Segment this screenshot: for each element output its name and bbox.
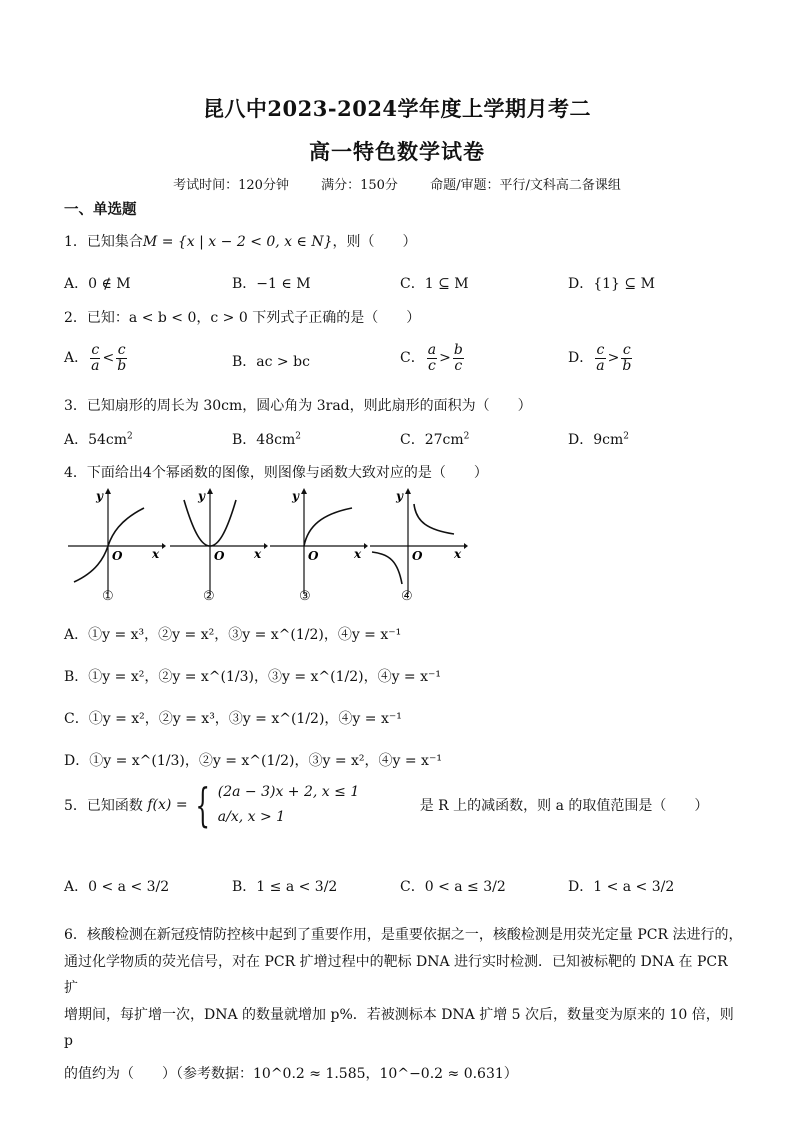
q3-option-d: D．$9cm^2$ (568, 431, 629, 448)
graph-3-x-label: x (354, 547, 362, 561)
graph-3-origin: O (308, 549, 319, 563)
graph-4-origin: O (412, 549, 423, 563)
question-4-stem: 4．下面给出4个幂函数的图像，则图像与函数大致对应的是（ ） (64, 465, 488, 481)
question-5-stem: 5．已知函数 f(x) = { (2a − 3)x + 2, x ≤ 1 a/x, x > 1 是 R 上的减函数，则 a 的取值范围是（ ） (64, 778, 709, 832)
q2-option-a: A． $\frac{c}{a}$ < $\frac{c}{b}$ (64, 342, 127, 374)
q1-option-d: D．{1} ⊆ M (568, 276, 655, 292)
graph-2 (168, 486, 268, 598)
q1-option-a: A．0 ∉ M (64, 276, 131, 292)
q5-option-c: C．0 < a ≤ 3/2 (400, 879, 506, 895)
q3-option-b: B．$48cm^2$ (232, 431, 301, 448)
q4-option-b: B．①y = x²，②y = x^(1/3)，③y = x^(1/2)，④y = x⁻¹ (64, 669, 442, 685)
set-expression: M = {x | x − 2 < 0, x ∈ N} (142, 234, 333, 250)
q4-option-d: D．①y = x^(1/3)，②y = x^(1/2)，③y = x²，④y = x⁻¹ (64, 753, 442, 769)
graph-2-y-label: y (198, 489, 205, 503)
graph-1-label: ① (102, 589, 114, 604)
q4-option-a: A．①y = x³，②y = x²，③y = x^(1/2)，④y = x⁻¹ (64, 627, 402, 643)
exam-author: 命题/审题：平行/文科高二备课组 (430, 178, 621, 193)
graph-2-origin: O (214, 549, 225, 563)
q4-option-c: C．①y = x²，②y = x³，③y = x^(1/2)，④y = x⁻¹ (64, 711, 402, 727)
q5-option-b: B．1 ≤ a < 3/2 (232, 879, 338, 895)
question-3-stem: 3．已知扇形的周长为 30cm，圆心角为 3rad，则此扇形的面积为（ ） (64, 398, 532, 414)
q2-option-d: D． $\frac{c}{a}$ > $\frac{c}{b}$ (568, 342, 632, 374)
graph-4 (368, 486, 468, 598)
graph-1 (66, 486, 166, 598)
q1-option-b: B．−1 ∈ M (232, 276, 311, 292)
exam-info (0, 174, 794, 193)
graph-1-y-label: y (96, 489, 103, 503)
piecewise-function: (2a − 3)x + 2, x ≤ 1 a/x, x > 1 (217, 783, 360, 825)
graph-4-label: ④ (401, 589, 413, 604)
graph-2-x-label: x (254, 547, 262, 561)
question-6-text: 6．核酸检测在新冠疫情防控核中起到了重要作用，是重要依据之一，核酸检测是用荧光定量 PCR 法进行的， 通过化学物质的荧光信号，对在 PCR 扩增过程中的靶标 DNA 进行实时检测．已知被标靶的 DNA 在 PCR 扩 增期间，每扩增一次，DNA 的数量就增加 p%．若被测标本 DNA 扩增 5 次后，数量变为原来的 10 倍，则 p 的值约为（ ）（参考数据：10^0.2 ≈ 1.585，10^−0.2 ≈ 0.631） (64, 927, 743, 1082)
question-1-stem: 1．已知集合M = {x | x − 2 < 0, x ∈ N}，则（ ） (64, 234, 417, 250)
piecewise-brace: { (195, 778, 210, 832)
exam-score: 满分：150分 (321, 178, 398, 193)
exam-time: 考试时间：120分钟 (173, 178, 289, 193)
q2-option-b: B．ac > bc (232, 354, 310, 370)
graph-1-x-label: x (152, 547, 160, 561)
q3-option-a: A．$54cm^2$ (64, 431, 133, 448)
graph-3 (268, 486, 368, 598)
graph-3-label: ③ (299, 589, 311, 604)
exam-subtitle: 高一特色数学试卷 (309, 139, 485, 164)
q5-option-d: D．1 < a < 3/2 (568, 879, 675, 895)
q1-option-c: C．1 ⊆ M (400, 276, 469, 292)
q3-option-c: C．$27cm^2$ (400, 431, 470, 448)
function-name: f(x) = (147, 797, 188, 813)
graph-1-origin: O (112, 549, 123, 563)
section-heading: 一、单选题 (64, 202, 137, 218)
exam-title: 昆八中2023-2024学年度上学期月考二 (202, 96, 592, 121)
question-2-stem: 2．已知：a < b < 0，c > 0 下列式子正确的是（ ） (64, 310, 421, 326)
q5-option-a: A．0 < a < 3/2 (64, 879, 170, 895)
graph-3-y-label: y (292, 489, 299, 503)
q2-option-c: C． $\frac{a}{c}$ > $\frac{b}{c}$ (400, 342, 463, 374)
graph-4-y-label: y (396, 489, 403, 503)
graph-2-label: ② (203, 589, 215, 604)
graph-4-x-label: x (454, 547, 462, 561)
